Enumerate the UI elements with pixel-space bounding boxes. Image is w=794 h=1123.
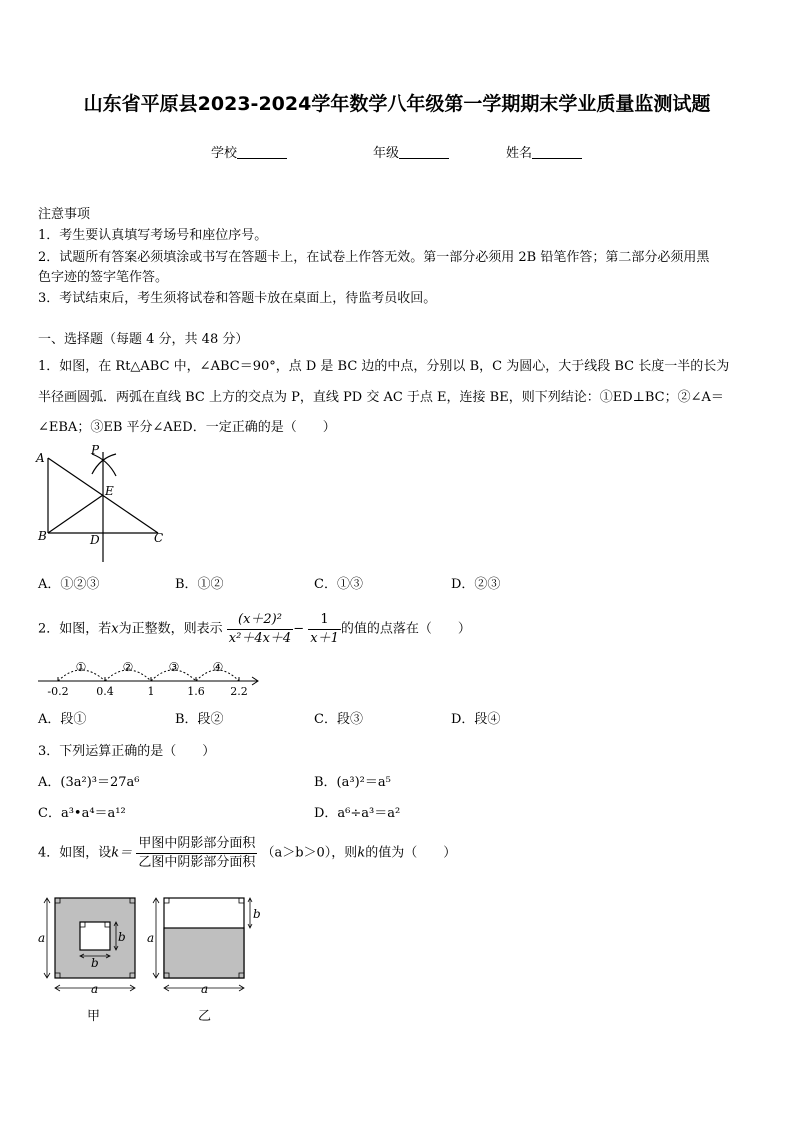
jia-label-a-bottom: a — [91, 982, 99, 995]
q2-minus: − — [293, 621, 305, 637]
tick-label-3: 1 — [147, 685, 155, 698]
q4-stem — [38, 835, 456, 872]
label-B: B — [38, 529, 47, 543]
q2-frac2-num: 1 — [308, 611, 341, 630]
school-field — [211, 142, 287, 161]
q4-figure-yi — [146, 890, 271, 995]
name-field — [506, 142, 582, 161]
grade-blank[interactable] — [399, 146, 449, 159]
q2-stem — [38, 611, 471, 648]
segment-label-2: ② — [122, 660, 134, 674]
tick-label-4: 1.6 — [187, 685, 205, 698]
q4-caption-yi: 乙 — [198, 1009, 212, 1024]
q4-frac-num: 甲图中阴影部分面积 — [136, 835, 257, 854]
segment-label-1: ① — [75, 660, 87, 674]
q1-line-3: ∠EBA；③EB 平分∠AED．一定正确的是（ ） — [38, 420, 336, 435]
yi-label-a-side: a — [147, 931, 155, 945]
jia-label-b-bottom: b — [91, 956, 99, 970]
q2-option-b[interactable]: B．段② — [175, 712, 224, 727]
q4-k: k — [357, 845, 366, 861]
q4-figure-jia — [38, 890, 148, 995]
q2-frac2-den: x＋1 — [310, 631, 339, 646]
q2-middle: 为正整数，则表示 — [118, 621, 223, 637]
yi-shaded-rect — [164, 928, 244, 978]
q2-frac1-num: (x＋2)² — [227, 611, 293, 630]
label-C: C — [154, 531, 164, 545]
notice-item-3: 3．考试结束后，考生须将试卷和答题卡放在桌面上，待监考员收回。 — [38, 291, 437, 306]
tick-label-2: 0.4 — [96, 685, 114, 698]
q2-option-c[interactable]: C．段③ — [314, 712, 363, 727]
q1-triangle-figure — [30, 440, 180, 570]
q1-line-1: 1．如图，在 Rt△ABC 中，∠ABC＝90°，点 D 是 BC 边的中点，分别以 B，C 为圆心，大于线段 BC 长度一半的长为 — [38, 359, 730, 374]
q4-prefix: 4．如图，设 — [38, 845, 112, 861]
tick-label-1: -0.2 — [47, 685, 69, 698]
name-blank[interactable] — [532, 146, 582, 159]
q2-fraction-2 — [308, 611, 341, 648]
arc-from-B — [92, 454, 116, 476]
notice-item-1: 1．考生要认真填写考场号和座位序号。 — [38, 228, 268, 243]
q2-suffix: 的值的点落在（ ） — [340, 621, 471, 637]
q4-fraction — [136, 835, 257, 872]
q2-fraction-1 — [227, 611, 293, 648]
q3-option-c[interactable]: C．a³•a⁴＝a¹² — [38, 806, 126, 821]
section-heading: 一、选择题（每题 4 分，共 48 分） — [38, 332, 249, 347]
q2-option-a[interactable]: A．段① — [38, 712, 87, 727]
q4-frac-den: 乙图中阴影部分面积 — [138, 855, 256, 870]
notice-item-2a: 2．试题所有答案必须填涂或书写在答题卡上，在试卷上作答无效。第一部分必须用 2B 铅笔作答；第二部分必须用黑 — [38, 250, 710, 265]
jia-label-b-side: b — [118, 930, 126, 944]
grade-field — [373, 142, 449, 161]
segment-label-4: ④ — [212, 660, 224, 674]
q4-suffix: 的值为（ ） — [365, 845, 457, 861]
inner-square-hole — [80, 922, 110, 950]
q3-stem: 3．下列运算正确的是（ ） — [38, 744, 216, 759]
q2-frac1-den: x²＋4x＋4 — [228, 631, 292, 646]
grade-label: 年级 — [373, 146, 400, 161]
page-title: 山东省平原县2023-2024学年数学八年级第一学期期末学业质量监测试题 — [83, 93, 711, 115]
segment-label-3: ③ — [168, 660, 180, 674]
yi-label-b: b — [253, 907, 261, 921]
notice-heading: 注意事项 — [38, 207, 91, 222]
segment-BE — [48, 495, 103, 533]
label-P: P — [91, 443, 100, 457]
q3-option-d[interactable]: D．a⁶÷a³＝a² — [314, 806, 401, 821]
school-label: 学校 — [211, 146, 238, 161]
q4-caption-jia: 甲 — [87, 1009, 101, 1024]
label-D: D — [90, 533, 100, 547]
q3-option-a[interactable]: A．(3a²)³＝27a⁶ — [38, 775, 140, 790]
q4-k-eq: k＝ — [111, 845, 133, 861]
notice-item-2b: 色字迹的签字笔作答。 — [38, 270, 169, 285]
q1-option-c[interactable]: C．①③ — [314, 577, 363, 592]
q1-line-2: 半径画圆弧．两弧在直线 BC 上方的交点为 P，直线 PD 交 AC 于点 E，连接 BE，则下列结论：①ED⊥BC；②∠A＝ — [38, 390, 724, 405]
arc-from-C — [92, 454, 116, 474]
label-A: A — [36, 451, 45, 465]
q2-number-line — [36, 655, 266, 700]
q1-option-a[interactable]: A．①②③ — [38, 577, 100, 592]
jia-label-a-side: a — [38, 931, 46, 945]
label-E: E — [105, 484, 114, 498]
q3-option-b[interactable]: B．(a³)²＝a⁵ — [314, 775, 391, 790]
q1-option-b[interactable]: B．①② — [175, 577, 224, 592]
school-blank[interactable] — [237, 146, 287, 159]
q2-option-d[interactable]: D．段④ — [451, 712, 501, 727]
yi-label-a-bottom: a — [201, 982, 209, 995]
q2-prefix: 2．如图，若 — [38, 621, 112, 637]
q4-condition: （a＞b＞0），则 — [261, 845, 358, 861]
tick-label-5: 2.2 — [230, 685, 248, 698]
name-label: 姓名 — [506, 146, 533, 161]
q1-option-d[interactable]: D．②③ — [451, 577, 501, 592]
q2-var-x: x — [111, 621, 119, 637]
